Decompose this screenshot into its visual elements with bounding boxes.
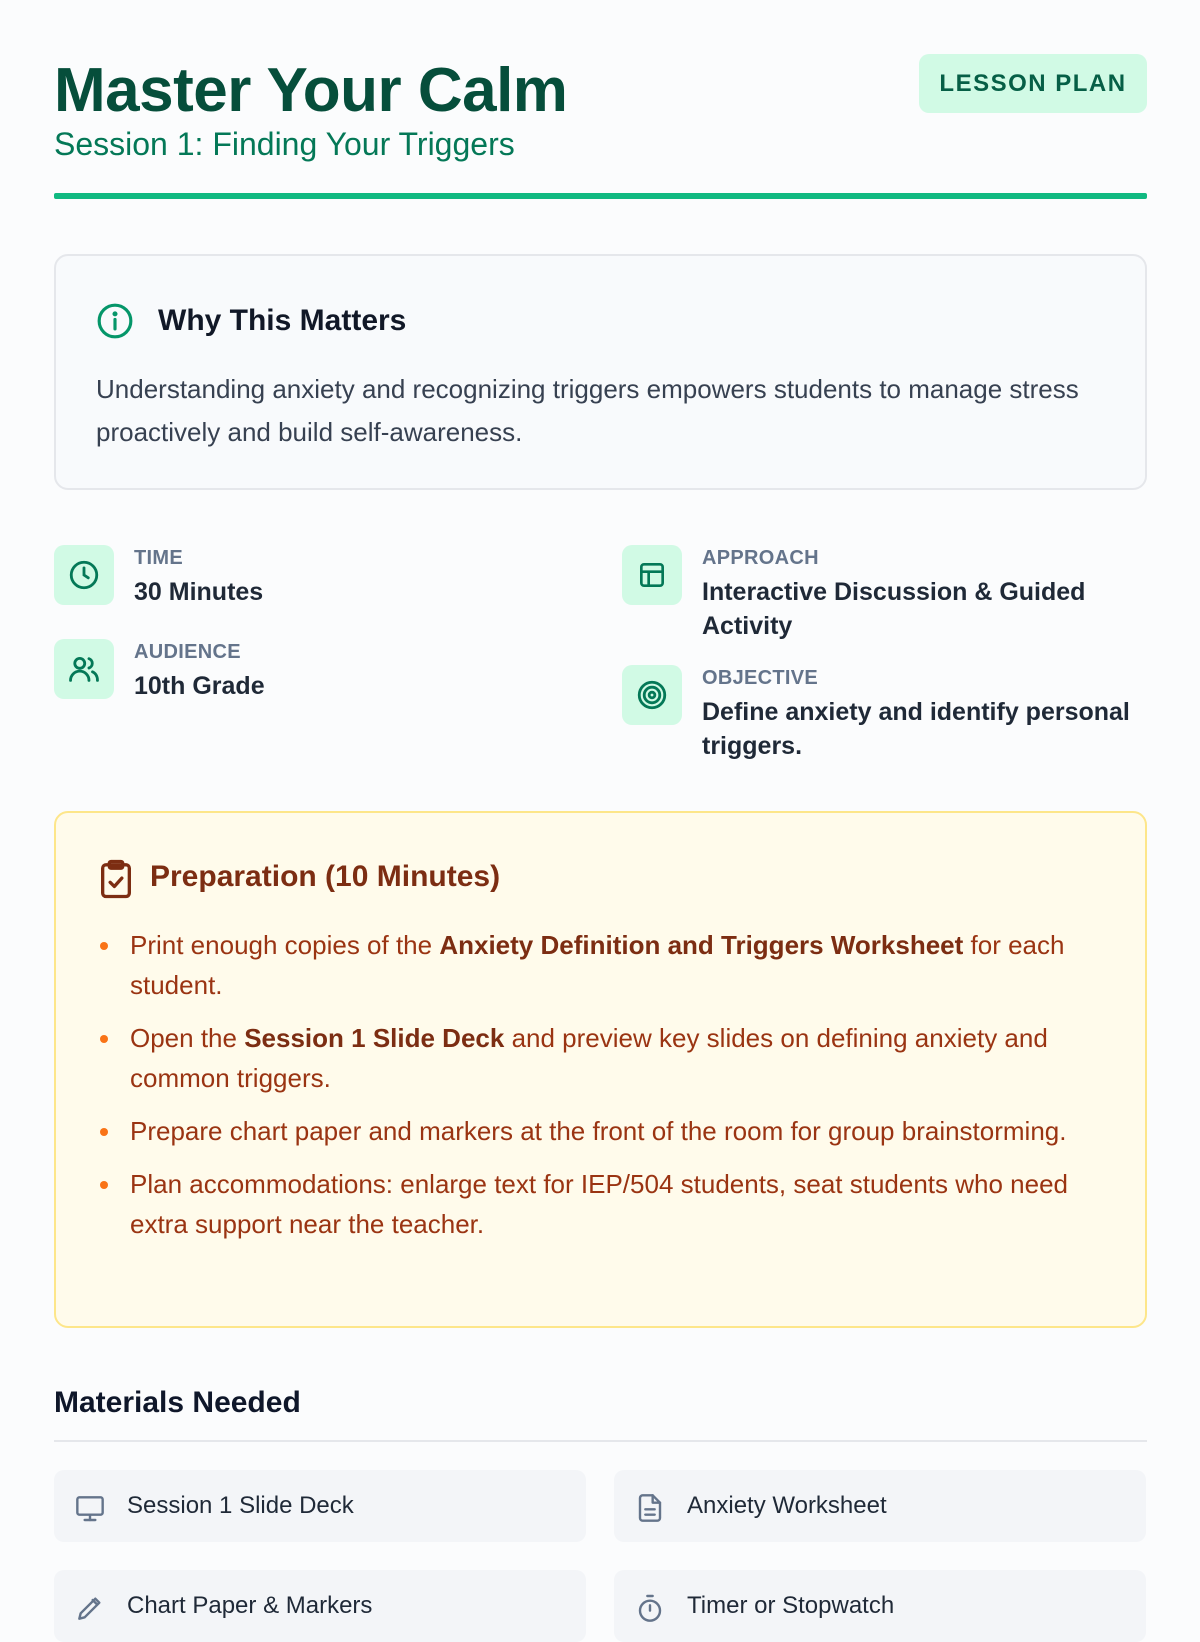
- audience-value: 10th Grade: [134, 672, 265, 700]
- material-label: Chart Paper & Markers: [127, 1592, 373, 1619]
- objective-value: Define anxiety and identify personal triggers.: [702, 698, 1130, 760]
- materials-title: Materials Needed: [54, 1386, 301, 1419]
- target-icon: [622, 665, 682, 725]
- layout-icon: [622, 545, 682, 605]
- clock-icon: [54, 545, 114, 605]
- material-item-chart-paper: [54, 1570, 586, 1642]
- material-item-timer: [614, 1570, 1146, 1642]
- preparation-title: Preparation (10 Minutes): [150, 860, 501, 893]
- why-text: Understanding anxiety and recognizing triggers empowers students to manage stress proactively and build self-awareness.: [96, 374, 1079, 447]
- clipboard-check-icon: [98, 859, 134, 899]
- time-label: TIME: [134, 547, 183, 569]
- stopwatch-icon: [634, 1592, 666, 1624]
- preparation-list: [98, 925, 1108, 1257]
- material-item-slide-deck: [54, 1470, 586, 1542]
- document-icon: [634, 1492, 666, 1524]
- header-divider: [54, 193, 1147, 199]
- material-label: Session 1 Slide Deck: [127, 1492, 354, 1519]
- objective-label: OBJECTIVE: [702, 667, 819, 689]
- audience-label: AUDIENCE: [134, 641, 241, 663]
- preparation-card: [54, 811, 1147, 1328]
- approach-value: Interactive Discussion & Guided Activity: [702, 578, 1086, 640]
- why-this-matters-card: [54, 254, 1147, 490]
- lesson-plan-badge: LESSON PLAN: [919, 54, 1147, 113]
- why-title: Why This Matters: [158, 304, 407, 337]
- material-label: Anxiety Worksheet: [687, 1492, 887, 1519]
- list-item: Plan accommodations: enlarge text for IEP/504 students, seat students who need extra support near the teacher.: [98, 1164, 1108, 1244]
- marker-icon: [74, 1592, 106, 1624]
- material-item-worksheet: [614, 1470, 1146, 1542]
- time-value: 30 Minutes: [134, 578, 264, 606]
- lesson-plan-page: [54, 0, 1147, 1619]
- approach-label: APPROACH: [702, 547, 819, 569]
- list-item: Prepare chart paper and markers at the front of the room for group brainstorming.: [98, 1111, 1108, 1151]
- monitor-icon: [74, 1492, 106, 1524]
- list-item: Print enough copies of the Anxiety Definition and Triggers Worksheet for each student.: [98, 925, 1108, 1005]
- page-subtitle: Session 1: Finding Your Triggers: [54, 126, 515, 162]
- users-icon: [54, 639, 114, 699]
- list-item: Open the Session 1 Slide Deck and preview key slides on defining anxiety and common triggers.: [98, 1018, 1108, 1098]
- materials-divider: [54, 1440, 1147, 1442]
- info-circle-icon: [96, 302, 134, 340]
- page-title: Master Your Calm: [54, 56, 568, 125]
- material-label: Timer or Stopwatch: [687, 1592, 895, 1619]
